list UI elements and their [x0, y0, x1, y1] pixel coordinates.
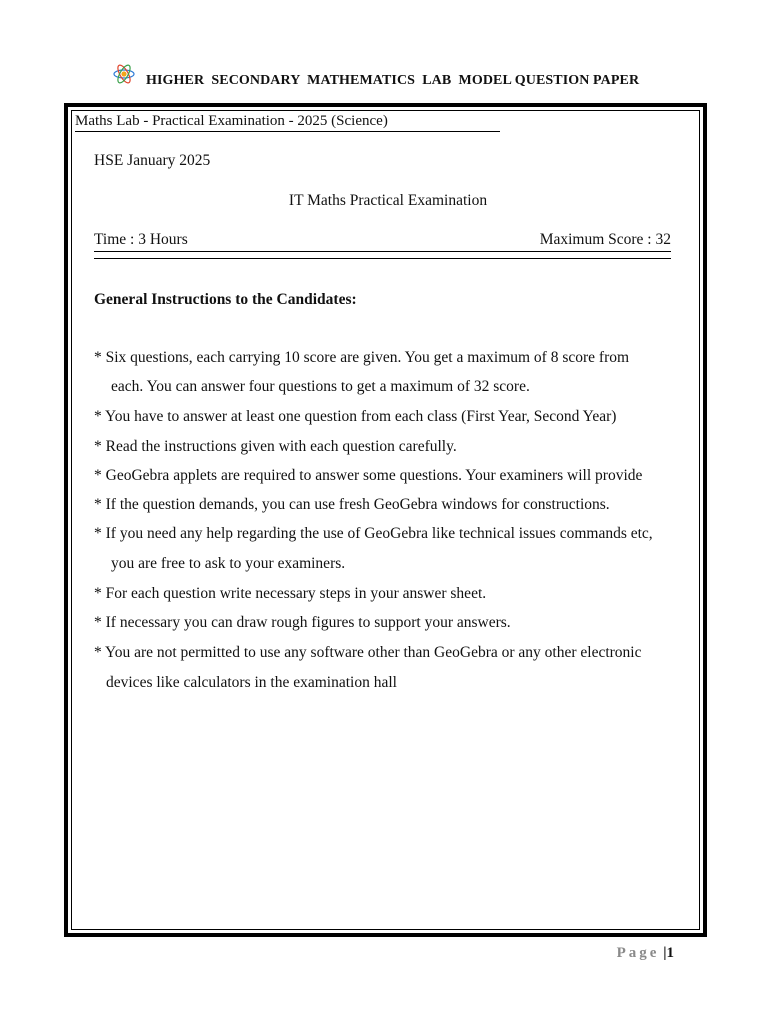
session-text: HSE January 2025: [94, 152, 211, 169]
exam-title: IT Maths Practical Examination: [288, 192, 488, 209]
instruction-line: * You have to answer at least one question from each class (First Year, Second Year): [94, 408, 617, 425]
instruction-line: * You are not permitted to use any software other than GeoGebra or any other electronic: [94, 644, 642, 661]
instruction-line: you are free to ask to your examiners.: [111, 555, 346, 572]
instruction-line: * If necessary you can draw rough figures to support your answers.: [94, 614, 511, 631]
page-number: 1: [666, 945, 674, 961]
page-label: Page: [616, 945, 660, 961]
instruction-line: * If you need any help regarding the use of GeoGebra like technical issues commands etc,: [94, 525, 653, 542]
instruction-line: * GeoGebra applets are required to answer some questions. Your examiners will provide: [94, 467, 643, 484]
max-score-text: Maximum Score : 32: [539, 231, 671, 248]
page-header: [0, 62, 768, 92]
instruction-line: devices like calculators in the examination hall: [106, 674, 397, 691]
header-title: HIGHER SECONDARY MATHEMATICS LAB MODEL QUESTION PAPER: [146, 73, 640, 88]
instruction-line: * If the question demands, you can use fresh GeoGebra windows for constructions.: [94, 496, 610, 513]
page-separator: |: [663, 945, 667, 961]
instruction-line: each. You can answer four questions to get a maximum of 32 score.: [111, 378, 530, 395]
instructions-heading: General Instructions to the Candidates:: [94, 291, 357, 308]
double-rule-separator: [94, 251, 671, 259]
page-footer: [617, 945, 674, 962]
instruction-line: * Six questions, each carrying 10 score are given. You get a maximum of 8 score from: [94, 349, 630, 366]
exam-line: Maths Lab - Practical Examination - 2025 (Science): [75, 113, 500, 132]
instruction-line: * Read the instructions given with each question carefully.: [94, 438, 457, 455]
instruction-line: * For each question write necessary steps in your answer sheet.: [94, 585, 487, 602]
time-text: Time : 3 Hours: [94, 231, 188, 248]
exam-frame: [64, 103, 707, 937]
atom-icon: [112, 62, 136, 86]
